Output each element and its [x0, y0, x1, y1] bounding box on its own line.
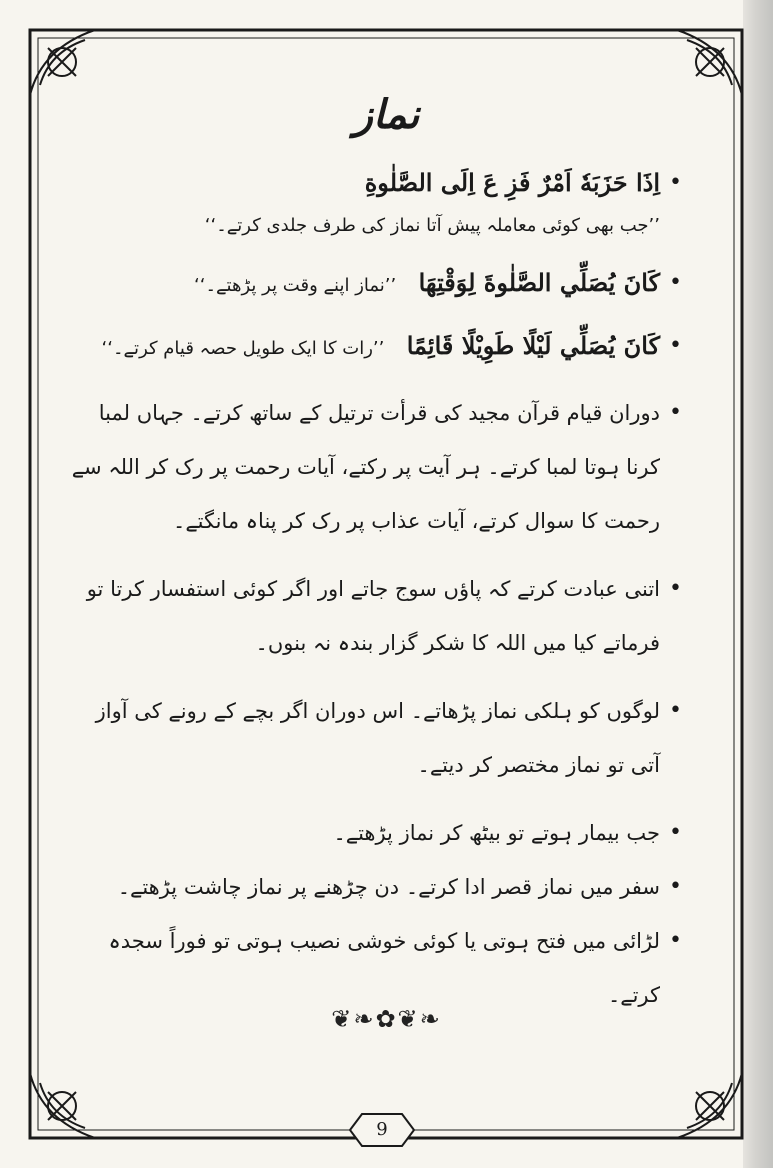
- bullet: •: [669, 928, 682, 953]
- list-item: [70, 562, 682, 670]
- content-list: [70, 160, 682, 1022]
- urdu-text: دوران قیام قرآن مجید کی قرأت ترتیل کے ساتھ کرتے۔ جہاں لمبا کرنا ہوتا لمبا کرتے۔ ہر آیت پر رکتے، آیات رحمت پر رک کر اللہ سے رحمت کا سوال کرتے، آیات عذاب پر رک کر پناہ مانگتے۔: [71, 401, 660, 533]
- corner-ornament-top-right: [677, 30, 742, 95]
- bullet: •: [669, 820, 682, 845]
- list-item: [70, 386, 682, 548]
- corner-ornament-bottom-left: [30, 1073, 95, 1138]
- page-number-badge: [346, 1110, 418, 1150]
- urdu-translation: ’’جب بھی کوئی معاملہ پیش آتا نماز کی طرف جلدی کرتے۔‘‘: [204, 215, 660, 236]
- bullet: •: [669, 576, 682, 601]
- urdu-text: جب بیمار ہوتے تو بیٹھ کر نماز پڑھتے۔: [333, 821, 660, 845]
- bullet: •: [669, 874, 682, 899]
- list-item: [70, 160, 682, 246]
- list-item: [70, 323, 682, 372]
- urdu-text: لوگوں کو ہلکی نماز پڑھاتے۔ اس دوران اگر بچے کے رونے کی آواز آتی تو نماز مختصر کر دیتے۔: [95, 699, 660, 777]
- arabic-quote: اِذَا حَزَبَهٗ اَمْرٌ فَزِ عَ اِلَى الصَّلٰوةِ: [364, 168, 660, 197]
- list-item: [70, 260, 682, 309]
- bullet: •: [669, 333, 682, 358]
- corner-ornament-top-left: [30, 30, 95, 95]
- corner-ornament-bottom-right: [677, 1073, 742, 1138]
- bullet: •: [669, 170, 682, 195]
- page-title: نماز: [353, 92, 420, 138]
- bullet: •: [669, 698, 682, 723]
- list-item: [70, 684, 682, 792]
- urdu-text: لڑائی میں فتح ہوتی یا کوئی خوشی نصیب ہوتی تو فوراً سجدہ کرتے۔: [108, 929, 660, 1007]
- urdu-translation: ’’رات کا ایک طویل حصہ قیام کرتے۔‘‘: [101, 338, 385, 359]
- urdu-text: سفر میں نماز قصر ادا کرتے۔ دن چڑھنے پر نماز چاشت پڑھتے۔: [117, 875, 660, 899]
- bullet: •: [669, 400, 682, 425]
- bullet: •: [669, 270, 682, 295]
- list-item: [70, 860, 682, 914]
- ornament-divider: ❦❧✿❦❧: [331, 1005, 442, 1033]
- urdu-text: اتنی عبادت کرتے کہ پاؤں سوج جاتے اور اگر کوئی استفسار کرتا تو فرماتے کیا میں اللہ کا شکر گزار بندہ نہ بنوں۔: [86, 577, 660, 655]
- page-number: 9: [376, 1119, 388, 1140]
- arabic-quote: كَانَ يُصَلِّي الصَّلٰوةَ لِوَقْتِهَا: [418, 268, 660, 297]
- arabic-quote: كَانَ يُصَلِّي لَيْلًا طَوِيْلًا قَائِمًا: [406, 331, 660, 360]
- list-item: [70, 806, 682, 860]
- urdu-translation: ’’نماز اپنے وقت پر پڑھتے۔‘‘: [194, 275, 397, 296]
